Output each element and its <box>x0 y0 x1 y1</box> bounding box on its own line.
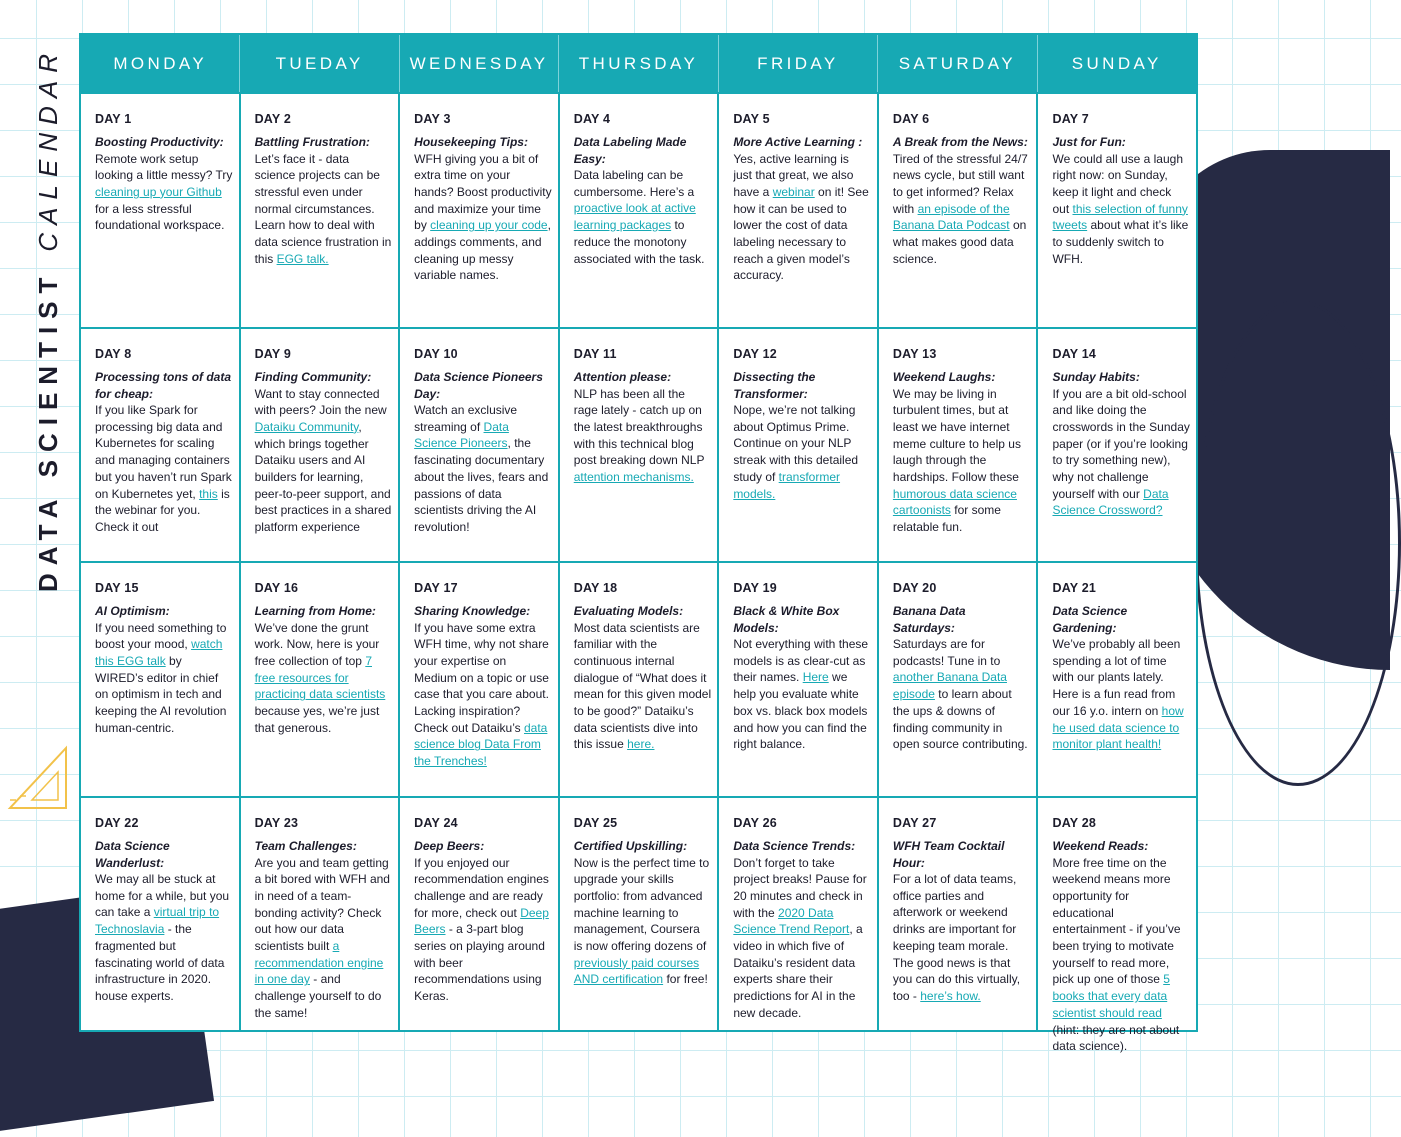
day-topic-title: Black & White Box Models: <box>733 604 840 635</box>
day-description <box>733 636 871 753</box>
weekday-header: FRIDAY <box>719 35 878 92</box>
day-description <box>1052 151 1190 268</box>
weekday-header: WEDNESDAY <box>400 35 559 92</box>
resource-link[interactable]: 2020 Data Science Trend Report <box>733 905 850 937</box>
day-topic-title: Finding Community: <box>254 370 372 384</box>
day-cell <box>560 798 720 1030</box>
description-text: WFH giving you a bit of extra time on your hands? Boost productivity and maximize your time by <box>414 151 552 233</box>
week-row <box>81 327 1196 561</box>
description-text: Remote work setup looking a little messy? Try <box>95 151 233 183</box>
day-description <box>414 855 552 1005</box>
weekday-header: SUNDAY <box>1071 53 1162 73</box>
resource-link[interactable]: 5 books that every data scientist should read <box>1052 972 1170 1020</box>
description-text: If you enjoyed our recommendation engines challenge and are ready for more, check out <box>414 855 549 920</box>
day-description <box>95 402 233 536</box>
day-description <box>95 151 233 235</box>
day-description <box>255 151 393 268</box>
day-topic-title: Evaluating Models: <box>573 604 684 618</box>
day-cell <box>560 94 720 327</box>
resource-link[interactable]: Dataiku Community <box>254 419 359 434</box>
weekday-header: THURSDAY <box>559 35 718 92</box>
day-cell <box>719 798 879 1030</box>
day-description <box>574 855 712 989</box>
description-text: to learn about the ups & downs of finding community in open source contributing. <box>892 687 1028 752</box>
description-text: If you are a bit old-school and like doing the crosswords in the Sunday paper (or if you’re looking to try something new), why not challenge yourself with our <box>1052 386 1190 501</box>
day-cell <box>81 563 241 796</box>
day-topic-title: Processing tons of data for cheap: <box>95 370 232 401</box>
day-cell <box>241 94 401 327</box>
description-text: We may be living in turbulent times, but at least we have internet meme culture to help us laugh through the hardships. Follow these <box>892 386 1021 485</box>
description-text: Tired of the stressful 24/7 news cycle, but still want to get informed? Relax with <box>892 151 1028 216</box>
resource-link[interactable]: how he used data science to monitor plant health! <box>1052 703 1184 752</box>
description-text: If you need something to boost your mood, <box>95 620 227 652</box>
description-text: Saturdays are for podcasts! Tune in to <box>892 637 1001 668</box>
day-topic-title: Weekend Laughs: <box>892 370 996 384</box>
day-cell <box>241 798 401 1030</box>
day-cell <box>719 329 879 561</box>
day-description <box>255 620 393 737</box>
day-topic-title: WFH Team Cocktail Hour: <box>892 839 1005 870</box>
day-description <box>1052 855 1190 1055</box>
description-text: We’ve done the grunt work. Now, here is your free collection of top <box>254 620 380 668</box>
description-text: to reduce the monotony associated with the task. <box>573 218 705 266</box>
day-description <box>1052 636 1190 753</box>
day-description <box>893 151 1031 268</box>
day-number: DAY 17 <box>414 581 458 595</box>
resource-link[interactable]: Here <box>802 670 829 685</box>
description-text: Now is the perfect time to upgrade your skills portfolio: from advanced machine learning to management, Coursera is now offering dozens of <box>573 855 710 954</box>
description-text: Want to stay connected with peers? Join the new <box>254 386 387 418</box>
calendar-weeks <box>81 92 1196 1054</box>
day-number: DAY 12 <box>733 347 777 361</box>
day-number: DAY 24 <box>414 816 458 830</box>
description-text: Let’s face it - data science projects can be stressful even under normal circumstances. Learn how to deal with data science frustration in this <box>254 151 392 266</box>
day-description <box>95 620 233 737</box>
description-text: for some relatable fun. <box>892 503 1001 535</box>
day-number: DAY 27 <box>892 816 937 830</box>
day-number: DAY 2 <box>254 112 292 126</box>
day-topic-title: Certified Upskilling: <box>573 839 688 853</box>
description-text: We’ve probably all been spending a lot of time with our plants lately. Here is a fun read from our 16 y.o. intern on <box>1052 637 1181 718</box>
description-text: Most data scientists are familiar with the continuous internal dialogue of “What does it mean for this given model to be good?” Dataiku’s data scientists dive into this issue <box>573 620 712 752</box>
day-cell <box>1038 798 1196 1054</box>
day-cell <box>241 563 401 796</box>
day-cell <box>400 329 560 561</box>
day-topic-title: Deep Beers: <box>414 839 485 853</box>
day-description <box>255 386 393 536</box>
day-cell <box>1038 329 1196 561</box>
day-number: DAY 18 <box>573 581 618 595</box>
weekday-header-row <box>81 35 1196 92</box>
day-cell <box>560 329 720 561</box>
day-cell <box>400 94 560 327</box>
description-text: Are you and team getting a bit bored with WFH and in need of a team-bonding activity? Check out how our data scientists built <box>254 855 390 954</box>
resource-link[interactable]: 7 free resources for practicing data scientists <box>254 653 386 702</box>
day-number: DAY 20 <box>892 581 937 595</box>
day-description <box>95 871 233 1005</box>
resource-link[interactable]: humorous data science cartoonists <box>892 486 1017 518</box>
day-topic-title: Banana Data Saturdays: <box>892 604 966 635</box>
description-text: NLP has been all the rage lately - catch up on the latest breakthroughs with this technical blog post breaking down NLP <box>573 386 705 468</box>
description-text: Don’t forget to take project breaks! Pause for 20 minutes and check in with the <box>733 855 867 920</box>
description-text: (hint: they are not about data science). <box>1052 1022 1180 1054</box>
weekday-header: MONDAY <box>81 35 240 92</box>
day-number: DAY 5 <box>733 112 770 126</box>
resource-link[interactable]: virtual trip to Technoslavia <box>95 905 220 937</box>
day-cell <box>879 798 1039 1030</box>
day-number: DAY 8 <box>95 347 132 361</box>
day-cell <box>1038 94 1196 327</box>
day-description <box>733 151 871 285</box>
day-topic-title: AI Optimism: <box>95 604 170 618</box>
day-topic-title: Data Science Pioneers Day: <box>414 370 543 401</box>
resource-link[interactable]: here’s how. <box>920 988 981 1003</box>
resource-link[interactable]: an episode of the Banana Data Podcast <box>892 201 1010 233</box>
day-topic-title: A Break from the News: <box>892 135 1028 149</box>
day-number: DAY 21 <box>1052 581 1097 595</box>
description-text: is the webinar for you. Check it out <box>95 486 230 534</box>
resource-link[interactable]: watch this EGG talk <box>95 637 223 668</box>
resource-link[interactable]: proactive look at active learning packages <box>573 201 696 233</box>
day-description <box>414 402 552 536</box>
day-description <box>574 167 712 267</box>
day-cell <box>719 94 879 327</box>
day-cell <box>879 563 1039 796</box>
resource-link[interactable]: cleaning up your Github <box>95 184 222 199</box>
day-cell <box>241 329 401 561</box>
day-topic-title: Data Science Gardening: <box>1052 604 1128 635</box>
day-number: DAY 14 <box>1052 347 1097 361</box>
title-bold: DATA SCIENTIST <box>33 269 63 592</box>
day-number: DAY 25 <box>573 816 618 830</box>
day-cell <box>1038 563 1196 796</box>
description-text: because yes, we’re just that generous. <box>254 704 380 735</box>
day-description <box>1052 386 1190 520</box>
day-topic-title: Data Science Wanderlust: <box>95 839 170 870</box>
description-text: - the fragmented but fascinating world of data infrastructure in 2020. house experts. <box>95 922 225 1003</box>
description-text: Data labeling can be cumbersome. Here’s a <box>573 168 695 199</box>
day-number: DAY 10 <box>414 347 458 361</box>
day-description <box>255 855 393 1022</box>
day-topic-title: Sunday Habits: <box>1052 370 1140 384</box>
day-topic-title: Data Science Trends: <box>733 839 856 853</box>
day-number: DAY 6 <box>892 112 930 126</box>
resource-link[interactable]: this <box>199 486 218 501</box>
description-text: for free! <box>663 972 708 987</box>
day-number: DAY 22 <box>95 816 139 830</box>
description-text: If you like Spark for processing big data and Kubernetes for scaling and managing containers but you haven’t run Spark on Kubernetes yet, <box>95 403 232 501</box>
day-description <box>733 402 871 502</box>
day-topic-title: Team Challenges: <box>254 839 357 853</box>
resource-link[interactable]: data science blog Data From the Trenches! <box>414 720 548 769</box>
description-text: For a lot of data teams, office parties and afterwork or weekend drinks are important for keeping team morale. The good news is that you can do this virtually, too - <box>892 872 1021 1003</box>
description-text: We could all use a laugh right now: on Sunday, keep it light and check out <box>1052 151 1183 216</box>
description-text: - a 3-part blog series on playing around with beer recommendations using Keras. <box>414 922 545 1004</box>
description-text: Not everything with these models is as clear-cut as their names. <box>733 637 869 685</box>
resource-link[interactable]: Data Science Pioneers <box>414 419 509 451</box>
description-text: on it! See how it can be used to lower the cost of data labeling necessary to reach a given model’s accuracy. <box>733 184 869 283</box>
resource-link[interactable]: attention mechanisms. <box>573 470 694 485</box>
day-topic-title: Attention please: <box>573 370 672 384</box>
day-topic-title: Dissecting the Transformer: <box>733 370 816 401</box>
day-description <box>893 636 1031 753</box>
day-cell <box>81 94 241 327</box>
day-number: DAY 3 <box>414 112 451 126</box>
resource-link[interactable]: transformer models. <box>733 469 841 501</box>
day-cell <box>879 94 1039 327</box>
day-number: DAY 28 <box>1052 816 1097 830</box>
day-cell <box>719 563 879 796</box>
day-description <box>574 620 712 754</box>
resource-link[interactable]: Data Science Crossword? <box>1052 486 1169 518</box>
decorative-ring-right <box>1195 300 1401 786</box>
description-text: If you have some extra WFH time, why not share your expertise on Medium on a topic or use case that you care about. Lacking inspiration? Check out Dataiku’s <box>414 620 549 735</box>
description-text: for a less stressful foundational workspace. <box>95 201 225 233</box>
description-text: We may all be stuck at home for a while, but you can take a <box>95 872 230 920</box>
day-cell <box>400 798 560 1030</box>
resource-link[interactable]: Deep Beers <box>414 905 549 937</box>
day-description <box>414 620 552 770</box>
day-topic-title: Just for Fun: <box>1052 135 1126 149</box>
day-number: DAY 1 <box>95 112 132 126</box>
description-text: Nope, we’re not talking about Optimus Prime. Continue on your NLP streak with this detailed study of <box>733 403 859 484</box>
day-number: DAY 11 <box>573 347 617 361</box>
day-cell <box>879 329 1039 561</box>
day-topic-title: Sharing Knowledge: <box>414 604 531 618</box>
day-topic-title: Learning from Home: <box>254 604 376 618</box>
resource-link[interactable]: this selection of funny tweets <box>1052 201 1188 233</box>
day-description <box>893 386 1031 536</box>
day-number: DAY 7 <box>1052 112 1089 126</box>
description-text: , addings comments, and cleaning up messy variable names. <box>414 218 551 283</box>
week-row <box>81 92 1196 327</box>
weekday-header: TUEDAY <box>240 35 399 92</box>
day-cell <box>81 798 241 1030</box>
day-topic-title: More Active Learning : <box>733 135 863 149</box>
description-text: by WIRED’s editor in chief on optimism in tech and keeping the AI revolution human-centric. <box>95 653 227 735</box>
resource-link[interactable]: webinar <box>772 184 815 199</box>
day-topic-title: Housekeeping Tips: <box>414 135 528 149</box>
description-text: More free time on the weekend means more opportunity for educational entertainment - if you’ve been trying to motivate yourself to read more, pick up one of those <box>1052 855 1181 987</box>
description-text: , the fascinating documentary about the lives, fears and passions of data scientists driving the AI revolution! <box>414 436 549 534</box>
day-number: DAY 26 <box>733 816 777 830</box>
resource-link[interactable]: a recommendation engine in one day <box>254 939 384 987</box>
description-text: on what makes good data science. <box>892 218 1027 266</box>
day-number: DAY 16 <box>254 581 299 595</box>
day-description <box>414 151 552 285</box>
day-cell <box>81 329 241 561</box>
day-number: DAY 9 <box>254 347 292 361</box>
weekday-header: SATURDAY <box>878 35 1037 92</box>
description-text: Yes, active learning is just that great, we also have a <box>733 151 854 199</box>
day-topic-title: Weekend Reads: <box>1052 839 1149 853</box>
description-text: Watch an exclusive streaming of <box>414 403 518 434</box>
day-number: DAY 15 <box>95 581 139 595</box>
day-description <box>574 386 712 486</box>
resource-link[interactable]: previously paid courses AND certification <box>573 955 700 987</box>
week-row <box>81 796 1196 1054</box>
day-description <box>733 855 871 1022</box>
triangle-ruler-icon <box>6 740 70 812</box>
day-topic-title: Boosting Productivity: <box>95 135 224 149</box>
day-number: DAY 13 <box>892 347 937 361</box>
description-text: - and challenge yourself to do the same! <box>254 972 382 1020</box>
day-topic-title: Data Labeling Made Easy: <box>573 135 687 166</box>
resource-link[interactable]: here. <box>627 737 655 752</box>
day-topic-title: Battling Frustration: <box>254 135 370 149</box>
day-number: DAY 23 <box>254 816 299 830</box>
description-text: we help you evaluate white box vs. black box models and how you can find the right balance. <box>733 670 868 752</box>
day-cell <box>560 563 720 796</box>
day-cell <box>400 563 560 796</box>
day-number: DAY 4 <box>573 112 611 126</box>
resource-link[interactable]: EGG talk. <box>276 251 329 266</box>
day-description <box>893 871 1031 1005</box>
resource-link[interactable]: another Banana Data episode <box>892 670 1007 702</box>
description-text: , a video in which five of Dataiku’s resident data experts share their predictions for AI in the new decade. <box>733 922 863 1020</box>
description-text: , which brings together Dataiku users and AI builders for learning, peer-to-peer support, and best practices in a shared platform experience <box>254 419 392 535</box>
title-italic: CALENDAR <box>33 46 63 252</box>
day-number: DAY 19 <box>733 581 777 595</box>
week-row <box>81 561 1196 796</box>
resource-link[interactable]: cleaning up your code <box>430 218 548 233</box>
calendar-grid <box>79 33 1198 1054</box>
description-text: about what it’s like to suddenly switch to WFH. <box>1052 218 1189 266</box>
